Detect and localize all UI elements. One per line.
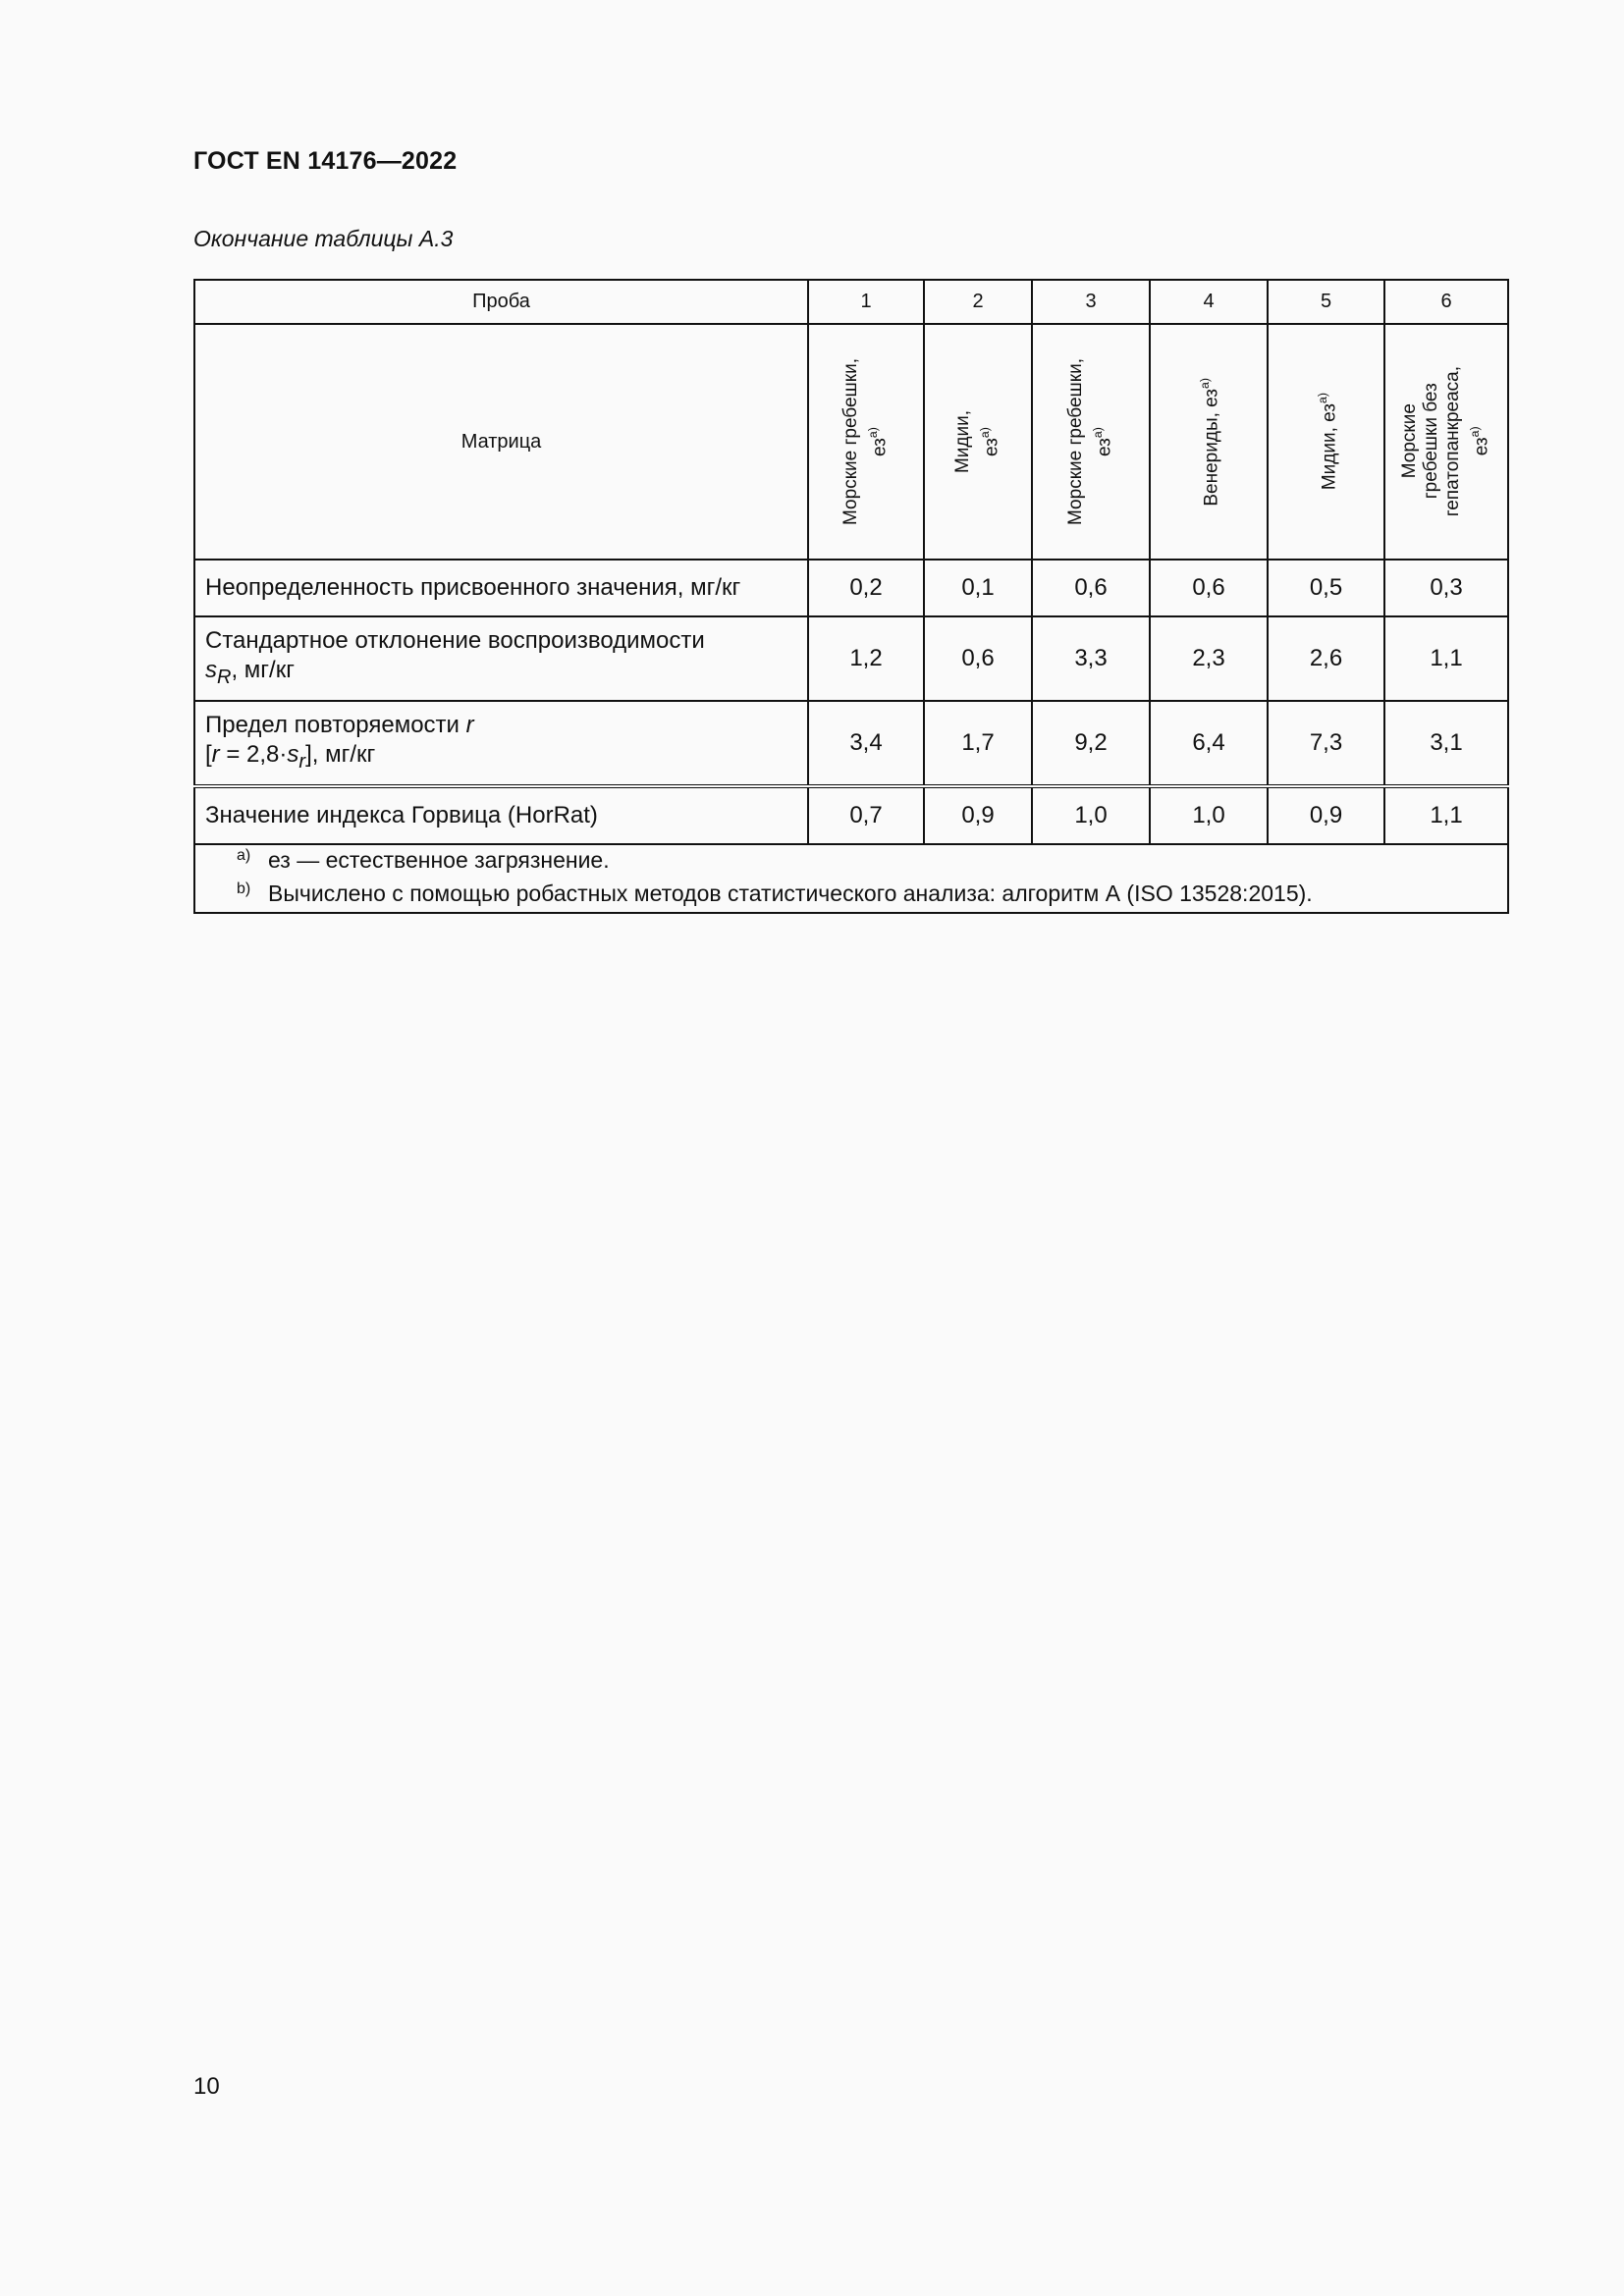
row-label-line — [205, 740, 797, 776]
row-label: Значение индекса Горвица (HorRat) — [194, 786, 808, 844]
table-cell: 6,4 — [1150, 701, 1268, 786]
table-cell: 2,6 — [1268, 616, 1384, 701]
matrix-value: Морские гребешки без гепатопанкреаса, ез — [1399, 366, 1492, 517]
footnote-ref: а) — [866, 427, 881, 439]
symbol-r: r — [211, 740, 220, 768]
footnotes-cell — [194, 844, 1508, 913]
symbol-s: s — [287, 740, 299, 768]
table-cell: 0,6 — [1150, 560, 1268, 616]
matrix-value: Морские гребешки, ез — [840, 358, 891, 525]
footnote-text: Вычислено с помощью робастных методов статистического анализа: алгоритм А (ISO 13528:2015). — [268, 881, 1313, 906]
matrix-cell — [1032, 324, 1150, 560]
matrix-cell — [808, 324, 924, 560]
footnote-mark: b) — [237, 881, 251, 897]
matrix-cell — [1268, 324, 1384, 560]
table-row — [194, 786, 1508, 844]
probe-number: 5 — [1268, 280, 1384, 324]
table-cell: 1,1 — [1384, 786, 1508, 844]
matrix-value: Морские гребешки, ез — [1065, 358, 1115, 525]
table-caption: Окончание таблицы А.3 — [193, 226, 454, 251]
footnote-mark: a) — [237, 847, 251, 864]
matrix-header-row — [194, 324, 1508, 560]
footnote-ref: а) — [1315, 393, 1329, 404]
table-cell: 0,5 — [1268, 560, 1384, 616]
table-cell: 2,3 — [1150, 616, 1268, 701]
label-text: Предел повторяемости — [205, 711, 466, 738]
table-row — [194, 560, 1508, 616]
matrix-cell — [1150, 324, 1268, 560]
matrix-label: Матрица — [194, 324, 808, 560]
probe-number: 6 — [1384, 280, 1508, 324]
probe-number: 1 — [808, 280, 924, 324]
page-number: 10 — [193, 2073, 220, 2100]
matrix-value: Венериды, ез — [1201, 388, 1222, 507]
table-cell: 0,1 — [924, 560, 1032, 616]
probe-number: 2 — [924, 280, 1032, 324]
footnote-ref: а) — [1091, 427, 1106, 439]
probe-number: 4 — [1150, 280, 1268, 324]
unit-text: ], мг/кг — [305, 740, 376, 768]
table-cell: 0,3 — [1384, 560, 1508, 616]
table-cell: 1,2 — [808, 616, 924, 701]
table-cell: 0,6 — [924, 616, 1032, 701]
table-cell: 9,2 — [1032, 701, 1150, 786]
footnote-ref: а) — [1198, 377, 1213, 389]
symbol-s: s — [205, 656, 217, 683]
row-label — [194, 616, 808, 701]
table-cell: 0,9 — [924, 786, 1032, 844]
table-row — [194, 701, 1508, 786]
table-cell: 0,7 — [808, 786, 924, 844]
footnote-ref: а) — [978, 427, 993, 439]
footnotes-row — [194, 844, 1508, 913]
table-cell: 0,9 — [1268, 786, 1384, 844]
document-header: ГОСТ EN 14176—2022 — [193, 147, 458, 175]
table-cell: 3,1 — [1384, 701, 1508, 786]
table-cell: 7,3 — [1268, 701, 1384, 786]
label-text: [ — [205, 740, 212, 768]
table-row — [194, 616, 1508, 701]
table-cell: 1,1 — [1384, 616, 1508, 701]
probe-header-row — [194, 280, 1508, 324]
row-label-line — [205, 656, 797, 692]
matrix-cell — [924, 324, 1032, 560]
footnote — [195, 845, 1507, 879]
row-label-line: Стандартное отклонение воспроизводимости — [205, 626, 705, 654]
footnote-text: ез — естественное загрязнение. — [268, 847, 610, 873]
row-label-line — [205, 711, 797, 740]
footnote — [195, 879, 1507, 912]
matrix-value: Мидии, ез — [952, 409, 1002, 474]
row-label — [194, 701, 808, 786]
table-cell: 3,4 — [808, 701, 924, 786]
row-label: Неопределенность присвоенного значения, мг/кг — [194, 560, 808, 616]
table-cell: 1,7 — [924, 701, 1032, 786]
matrix-cell — [1384, 324, 1508, 560]
probe-label: Проба — [194, 280, 808, 324]
footnote-ref: а) — [1468, 427, 1483, 439]
matrix-value: Мидии, ез — [1319, 403, 1340, 491]
label-text: = 2,8· — [219, 740, 288, 768]
table-cell: 0,6 — [1032, 560, 1150, 616]
table-cell: 1,0 — [1032, 786, 1150, 844]
symbol-sub: r — [298, 750, 306, 773]
table-cell: 0,2 — [808, 560, 924, 616]
symbol-sub: R — [217, 666, 232, 688]
unit-text: , мг/кг — [231, 656, 295, 683]
symbol-r: r — [465, 711, 474, 738]
table-cell: 3,3 — [1032, 616, 1150, 701]
probe-number: 3 — [1032, 280, 1150, 324]
table-cell: 1,0 — [1150, 786, 1268, 844]
results-table — [193, 279, 1509, 914]
